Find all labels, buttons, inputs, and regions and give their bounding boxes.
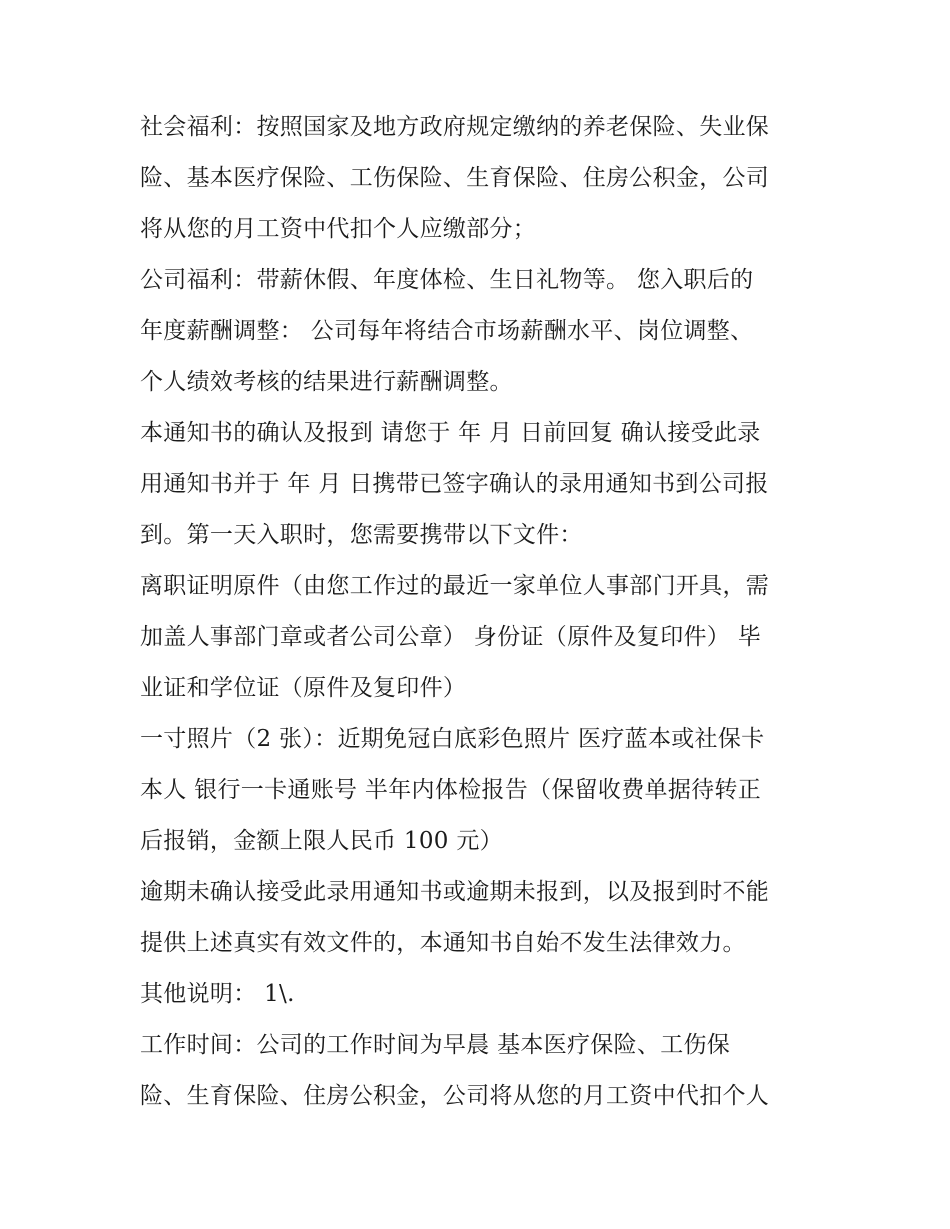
text-line: 本人 银行一卡通账号 半年内体检报告（保留收费单据待转正 bbox=[140, 777, 762, 803]
text-line: 工作时间：公司的工作时间为早晨 基本医疗保险、工伤保 bbox=[140, 1032, 731, 1058]
text-line: 年度薪酬调整： 公司每年将结合市场薪酬水平、岗位调整、 bbox=[140, 318, 754, 344]
text-line: 业证和学位证（原件及复印件） bbox=[140, 675, 467, 701]
text-line: 加盖人事部门章或者公司公章） 身份证（原件及复印件） 毕 bbox=[140, 624, 762, 650]
text-line: 提供上述真实有效文件的，本通知书自始不发生法律效力。 bbox=[140, 930, 746, 956]
text-line: 本通知书的确认及报到 请您于 年 月 日前回复 确认接受此录 bbox=[140, 420, 761, 446]
text-line: 用通知书并于 年 月 日携带已签字确认的录用通知书到公司报 bbox=[140, 471, 769, 497]
text-line: 一寸照片（2 张）：近期免冠白底彩色照片 医疗蓝本或社保卡 bbox=[140, 726, 765, 752]
text-line: 社会福利：按照国家及地方政府规定缴纳的养老保险、失业保 bbox=[140, 114, 770, 140]
text-line: 险、生育保险、住房公积金，公司将从您的月工资中代扣个人 bbox=[140, 1083, 770, 1109]
text-line: 险、基本医疗保险、工伤保险、生育保险、住房公积金，公司 bbox=[140, 165, 770, 191]
text-line: 将从您的月工资中代扣个人应缴部分； bbox=[140, 216, 537, 242]
text-line: 个人绩效考核的结果进行薪酬调整。 bbox=[140, 369, 513, 395]
text-line: 逾期未确认接受此录用通知书或逾期未报到，以及报到时不能 bbox=[140, 879, 770, 905]
text-line: 到。第一天入职时，您需要携带以下文件： bbox=[140, 522, 583, 548]
text-line: 公司福利：带薪休假、年度体检、生日礼物等。 您入职后的 bbox=[140, 267, 754, 293]
text-line: 其他说明： 1\. bbox=[140, 981, 295, 1007]
document-body bbox=[140, 102, 820, 1122]
text-line: 后报销，金额上限人民币 100 元） bbox=[140, 828, 503, 854]
text-line: 离职证明原件（由您工作过的最近一家单位人事部门开具，需 bbox=[140, 573, 770, 599]
